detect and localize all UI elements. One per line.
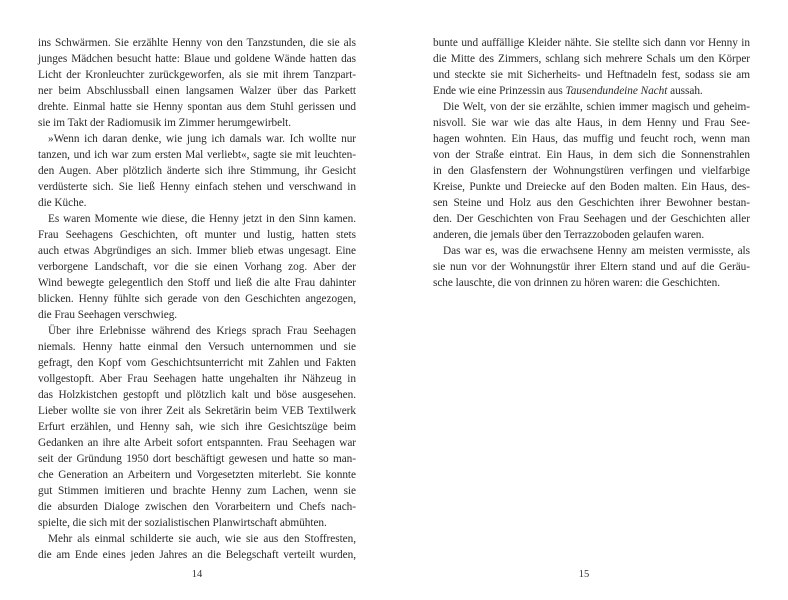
text-line: niemals. Henny hatte einmal den Versuch unternommen und sie	[38, 341, 356, 353]
text-line: die am Ende eines jeden Jahres an die Belegschaft verteilt wurden,	[38, 549, 356, 561]
text-line: Licht der Kronleuchter zurückgeworfen, als sie mit ihrem Tanzpart-	[38, 69, 356, 81]
text-line: che Generation an Arbeitern und Vorgesetzten miterlebt. Sie konnte	[38, 469, 356, 481]
text-line: den. Der Geschichten von Frau Seehagen und der Geschichten aller	[433, 213, 750, 225]
text-line: gefragt, den Kopf vom Geschichtsunterricht mit Zahlen und Fakten	[38, 357, 356, 369]
text-line: sie im Takt der Radiomusik im Zimmer herumgewirbelt.	[38, 117, 292, 129]
text-line: in den Glasfenstern der Wohnungstüren verfingen und vielfarbige	[433, 165, 750, 177]
text-line: die Küche.	[38, 197, 87, 209]
text-line: den Augen. Aber plötzlich änderte sich ihre Stimmung, ihr Gesicht	[38, 165, 356, 177]
text-line: vollgestopft. Aber Frau Seehagen hatte ungehalten ihr Nähzeug in	[38, 373, 356, 385]
text-line: sie nun vor der Wohnungstür ihrer Eltern stand und auf die Geräu-	[433, 261, 750, 273]
text-line: tanzen, und ich war zum ersten Mal verliebt«, sagte sie mit leuchten-	[38, 149, 356, 161]
text-line: Über ihre Erlebnisse während des Kriegs sprach Frau Seehagen	[48, 325, 356, 337]
text-line: Gedanken an ihre alte Arbeit sofort entspannten. Frau Seehagen war	[38, 437, 356, 449]
text-line: seit der Gründung 1950 dort beschäftigt gewesen und hatte so man-	[38, 453, 356, 465]
text-line: sche lauschte, die von drinnen zu hören waren: die Geschichten.	[433, 277, 721, 289]
text-line: das Holzkistchen gestopft und plötzlich kalt und böse ausgesehen.	[38, 389, 356, 401]
text-line: ins Schwärmen. Sie erzählte Henny von den Tanzstunden, die sie als	[38, 37, 356, 49]
text-line: hagen wohnten. Ein Haus, das muffig und feucht roch, wenn man	[433, 133, 750, 145]
text-line: auch etwas Abgründiges an sich. Immer blieb etwas ungesagt. Eine	[38, 245, 356, 257]
text-line: Es waren Momente wie diese, die Henny jetzt in den Sinn kamen.	[48, 213, 356, 225]
text-line: Mehr als einmal schilderte sie auch, wie sie aus den Stoffresten,	[48, 533, 356, 545]
text-line: bunte und auffällige Kleider nähte. Sie stellte sich dann vor Henny in	[433, 37, 750, 49]
text-line: »Wenn ich daran denke, wie jung ich damals war. Ich wollte nur	[48, 133, 356, 145]
text-line: Lieber wollte sie von ihrer Zeit als Sekretärin beim VEB Textilwerk	[38, 405, 356, 417]
text-line: die absurden Dialoge zwischen den Vorarbeitern und Chefs nach-	[38, 501, 356, 513]
page-number-right: 15	[578, 569, 590, 580]
text-line: drehte. Einmal hatte sie Henny spontan aus dem Stuhl gerissen und	[38, 101, 356, 113]
right-page	[394, 0, 788, 600]
text-line: von der Straße eintrat. Ein Haus, in dem sich die Sonnenstrahlen	[433, 149, 750, 161]
text-line: verdüsterte sich. Sie ließ Henny einfach stehen und verschwand in	[38, 181, 356, 193]
right-page-text	[433, 35, 750, 291]
text-line: Wind bewegte gelegentlich den Stoff und ließ die alte Frau dahinter	[38, 277, 356, 289]
text-line: Das war es, was die erwachsene Henny am meisten vermisste, als	[443, 245, 750, 257]
text-line: verborgene Landschaft, vor die sie einen Vorhang zog. Aber der	[38, 261, 356, 273]
text-line: gut Stimmen imitieren und brachte Henny zum Lachen, wenn sie	[38, 485, 356, 497]
text-line: ner beim Abschlussball einen langsamen Walzer über das Parkett	[38, 85, 356, 97]
text-line: sen Steine und Holz aus den Geschichten ihrer Bewohner bestan-	[433, 197, 750, 209]
text-line: blicken. Henny fühlte sich gerade von den Geschichten angezogen,	[38, 293, 356, 305]
text-line: Kreise, Punkte und Dreiecke auf den Boden malten. Ein Haus, des-	[433, 181, 750, 193]
text-line: und steckte sie mit Sicherheits- und Heftnadeln fest, sodass sie am	[433, 69, 750, 81]
text-line: Frau Seehagens Geschichten, oft munter und lustig, hatten stets	[38, 229, 356, 241]
text-line: die Mitte des Zimmers, schlang sich mehrere Schals um den Körper	[433, 53, 750, 65]
page-number-left: 14	[191, 569, 203, 580]
text-line: Erfurt erzählen, und Henny sah, wie sich ihre Gesichtszüge beim	[38, 421, 356, 433]
text-line: Die Welt, von der sie erzählte, schien immer magisch und geheim-	[443, 101, 750, 113]
text-line: die Frau Seehagen verschwieg.	[38, 309, 178, 321]
text-line: spielte, die sich mit der sozialistischen Planwirtschaft abmühten.	[38, 517, 327, 529]
text-line: Ende wie eine Prinzessin aus Tausendundeine Nacht aussah.	[433, 85, 703, 97]
left-page-text	[38, 35, 356, 563]
text-line: nisvoll. Sie war wie das alte Haus, in dem Henny und Frau See-	[433, 117, 750, 129]
text-line: junges Mädchen besucht hatte: Blaue und goldene Wände hatten das	[38, 53, 356, 65]
text-line: anderen, die jemals über den Terrazzoboden gelaufen waren.	[433, 229, 705, 241]
